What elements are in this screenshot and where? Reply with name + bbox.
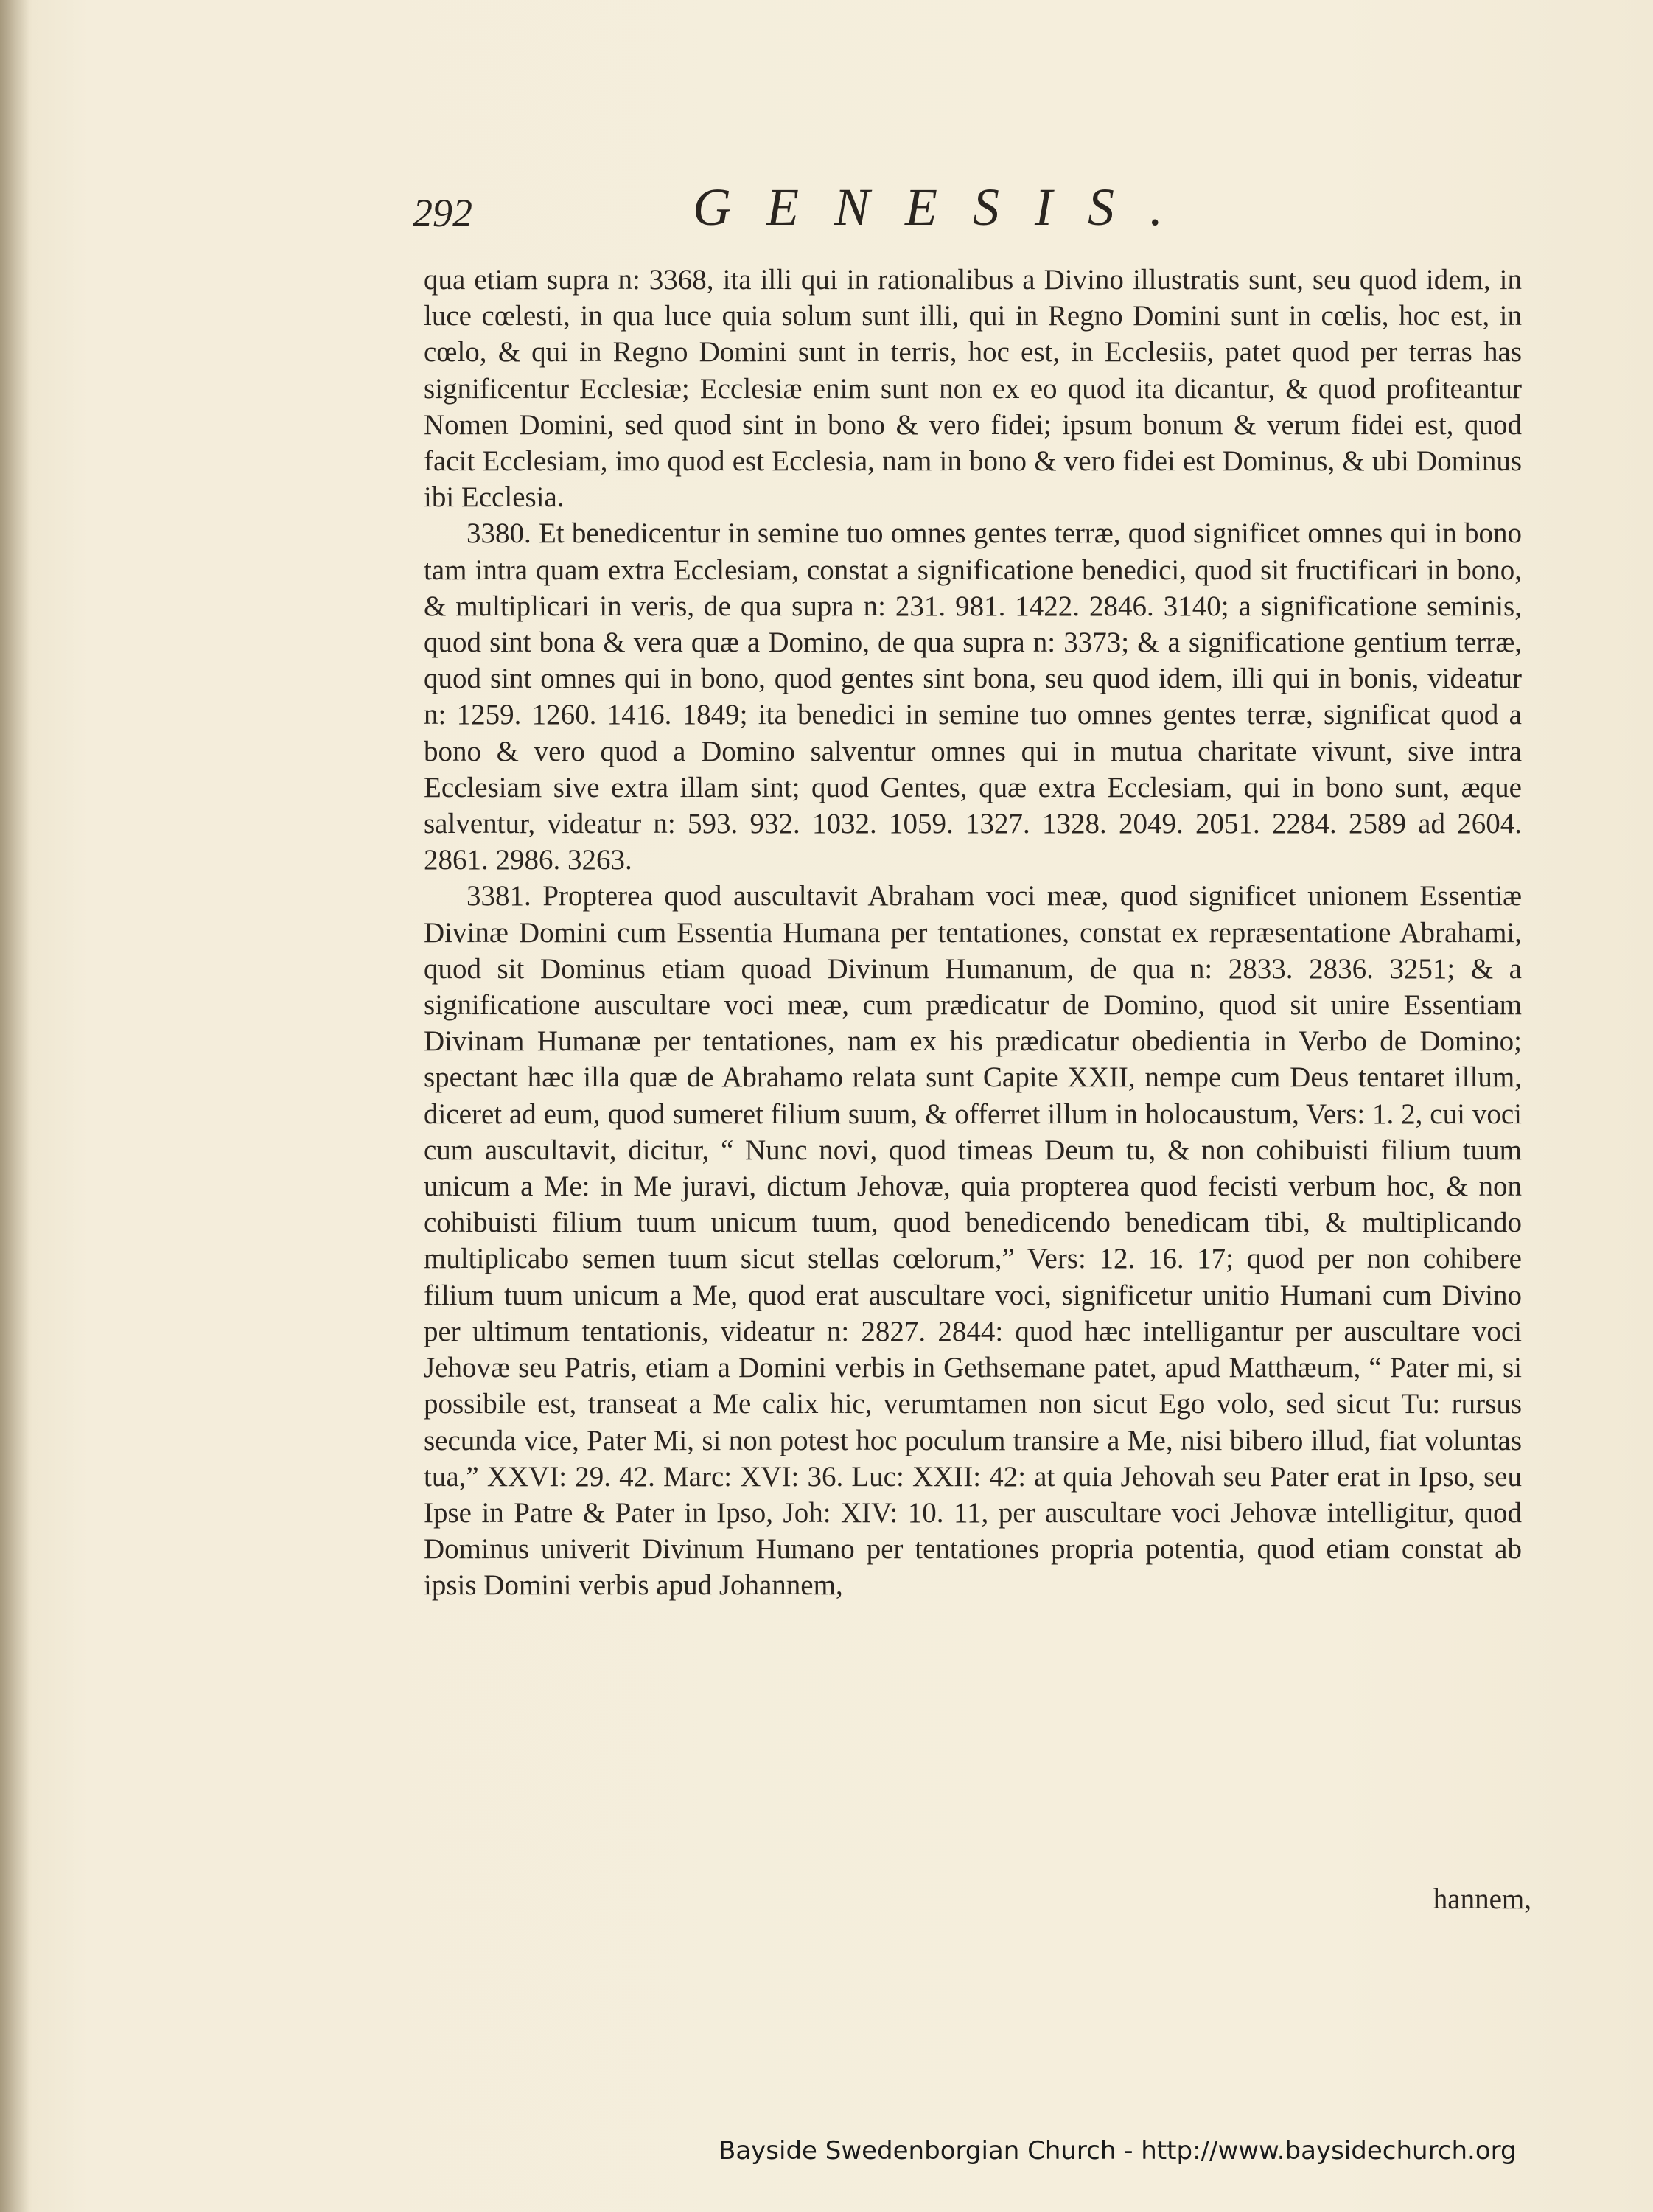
page-number: 292	[413, 191, 472, 235]
binding-shadow	[0, 0, 29, 2212]
catchword: hannem,	[1433, 1883, 1531, 1915]
body-text	[424, 262, 1522, 1604]
page-header	[413, 177, 1533, 243]
paragraph-continuation: qua etiam supra n: 3368, ita illi qui in rationalibus a Divino illustratis sunt, seu quod idem, in luce cœlesti, in qua luce quia solum sunt illi, qui in Regno Domini sunt in cœlis, hoc est, in cœlo, & qui in Regno Domini sunt in terris, hoc est, in Ecclesiis, patet quod per terras has significentur Ecclesiæ; Ecclesiæ enim sunt non ex eo quod ita dicantur, & quod profiteantur Nomen Domini, sed quod sint in bono & vero fidei; ipsum bonum & verum fidei est, quod facit Ecclesiam, imo quod est Ecclesia, nam in bono & vero fidei est Dominus, & ubi Dominus ibi Ecclesia.	[424, 264, 1522, 514]
paragraph-3381: 3381. Propterea quod auscultavit Abraham voci meæ, quod significet unionem Essentiæ Divinæ Domini cum Essentia Humana per tentationes, constat ex repræsentatione Abrahami, quod sit Dominus etiam quoad Divinum Humanum, de qua n: 2833. 2836. 3251; & a significatione auscultare voci meæ, cum prædicatur de Domino, quod sit unire Essentiam Divinam Humanæ per tentationes, nam ex his prædicatur obedientia in Verbo de Domino; spectant hæc illa quæ de Abrahamo relata sunt Capite XXII, nempe cum Deus tentaret illum, diceret ad eum, quod sumeret filium suum, & offerret illum in holocaustum, Vers: 1. 2, cui voci cum auscultavit, dicitur, “ Nunc novi, quod timeas Deum tu, & non cohibuisti filium tuum unicum a Me: in Me juravi, dictum Jehovæ, quia propterea quod fecisti verbum hoc, & non cohibuisti filium tuum unicum tuum, quod benedicendo benedicam tibi, & multiplicando multiplicabo semen tuum sicut stellas cœlorum,” Vers: 12. 16. 17; quod per non cohibere filium tuum unicum a Me, quod erat auscultare voci, significetur unitio Humani cum Divino per ultimum tentationis, videatur n: 2827. 2844: quod hæc intelligantur per auscultare voci Jehovæ seu Patris, etiam a Domini verbis in Gethsemane patet, apud Matthæum, “ Pater mi, si possibile est, transeat a Me calix hic, verumtamen non sicut Ego volo, sed sicut Tu: rursus secunda vice, Pater Mi, si non potest hoc poculum transire a Me, nisi bibero illud, fiat voluntas tua,” XXVI: 29. 42. Marc: XVI: 36. Luc: XXII: 42: at quia Jehovah seu Pater erat in Ipso, seu Ipse in Patre & Pater in Ipso, Joh: XIV: 10. 11, per auscultare voci Jehovæ intelligitur, quod Dominus univerit Divinum Humano per tentationes propria potentia, quod etiam constat ab ipsis Domini verbis apud Johannem,	[424, 880, 1522, 1602]
paragraph-3380: 3380. Et benedicentur in semine tuo omnes gentes terræ, quod significet omnes qui in bono tam intra quam extra Ecclesiam, constat a significatione benedici, quod sit fructificari in bono, & multiplicari in veris, de qua supra n: 231. 981. 1422. 2846. 3140; a significatione seminis, quod sint bona & vera quæ a Domino, de qua supra n: 3373; & a significatione gentium terræ, quod sint omnes qui in bono, quod gentes sint bona, seu quod idem, illi qui in bonis, videatur n: 1259. 1260. 1416. 1849; ita benedici in semine tuo omnes gentes terræ, significat quod a bono & vero quod a Domino salventur omnes qui in mutua charitate vivunt, sive intra Ecclesiam sive extra illam sint; quod Gentes, quæ extra Ecclesiam, qui in bono sunt, æque salventur, videatur n: 593. 932. 1032. 1059. 1327. 1328. 2049. 2051. 2284. 2589 ad 2604. 2861. 2986. 3263.	[424, 517, 1522, 876]
running-title: GENESIS.	[693, 178, 1198, 237]
footer-credit: Bayside Swedenborgian Church - http://www.baysidechurch.org	[719, 2136, 1517, 2166]
